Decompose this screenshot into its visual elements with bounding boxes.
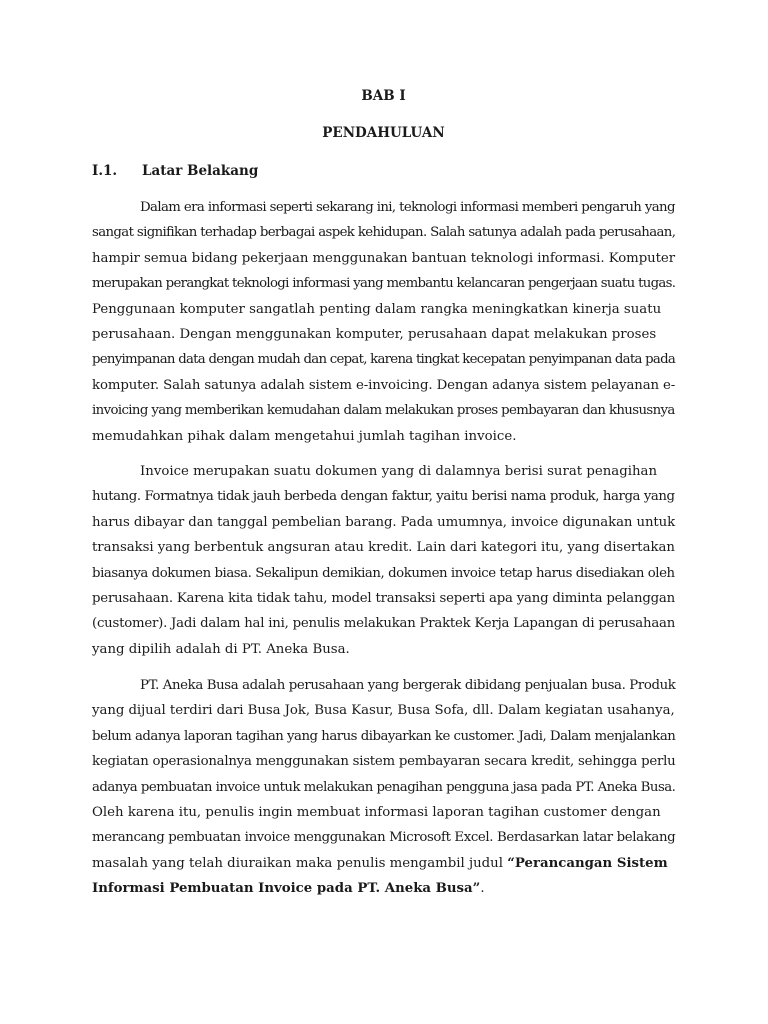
- paragraph-line: hampir semua bidang pekerjaan menggunakan bantuan teknologi informasi. Komputer: [92, 250, 676, 266]
- paragraph-line: merancang pembuatan invoice menggunakan Microsoft Excel. Berdasarkan latar belakang: [92, 830, 676, 846]
- paragraph-2: [92, 459, 675, 662]
- section-title: Latar Belakang: [142, 163, 259, 179]
- paragraph-line: (customer). Jadi dalam hal ini, penulis melakukan Praktek Kerja Lapangan di perusahaan: [92, 616, 676, 632]
- paragraph-line: yang dijual terdiri dari Busa Jok, Busa Kasur, Busa Sofa, dll. Dalam kegiatan usahanya,: [92, 703, 675, 719]
- paragraph-line: Penggunaan komputer sangatlah penting dalam rangka meningkatkan kinerja suatu: [92, 301, 662, 317]
- paragraph-line: Invoice merupakan suatu dokumen yang di dalamnya berisi surat penagihan: [140, 464, 658, 479]
- paragraph-line: kegiatan operasionalnya menggunakan sistem pembayaran secara kredit, sehingga perlu: [92, 754, 676, 770]
- paragraph-text: .: [480, 881, 485, 897]
- paragraph-line: [92, 851, 675, 876]
- paragraph-line: yang dipilih adalah di PT. Aneka Busa.: [92, 641, 350, 657]
- paragraph-line: biasanya dokumen biasa. Sekalipun demikian, dokumen invoice tetap harus disediakan oleh: [92, 565, 675, 581]
- paragraph-3: [92, 673, 675, 902]
- paragraph-1: [92, 195, 675, 449]
- paragraph-line: hutang. Formatnya tidak jauh berbeda dengan faktur, yaitu berisi nama produk, harga yang: [92, 489, 675, 505]
- paragraph-line: penyimpanan data dengan mudah dan cepat, karena tingkat kecepatan penyimpanan data pada: [92, 352, 676, 368]
- paragraph-line: transaksi yang berbentuk angsuran atau kredit. Lain dari kategori itu, yang disertakan: [92, 540, 675, 556]
- paragraph-line: perusahaan. Dengan menggunakan komputer, perusahaan dapat melakukan proses: [92, 327, 657, 343]
- paragraph-line: Dalam era informasi seperti sekarang ini, teknologi informasi memberi pengaruh yang: [140, 200, 675, 215]
- paragraph-line: adanya pembuatan invoice untuk melakukan penagihan pengguna jasa pada PT. Aneka Busa.: [92, 779, 676, 795]
- paragraph-line: merupakan perangkat teknologi informasi yang membantu kelancaran pengerjaan suatu tugas.: [92, 276, 676, 292]
- paragraph-line: komputer. Salah satunya adalah sistem e-invoicing. Dengan adanya sistem pelayanan e-: [92, 377, 676, 393]
- section-heading: [92, 163, 258, 179]
- chapter-number: BAB I: [361, 88, 406, 104]
- paragraph-text: masalah yang telah diuraikan maka penulis mengambil judul: [92, 855, 508, 871]
- paragraph-line: memudahkan pihak dalam mengetahui jumlah tagihan invoice.: [92, 428, 517, 444]
- paragraph-line: PT. Aneka Busa adalah perusahaan yang bergerak dibidang penjualan busa. Produk: [140, 678, 676, 693]
- paragraph-line: harus dibayar dan tanggal pembelian barang. Pada umumnya, invoice digunakan untuk: [92, 514, 676, 530]
- paragraph-line: Oleh karena itu, penulis ingin membuat informasi laporan tagihan customer dengan: [92, 805, 661, 821]
- paragraph-line: sangat signifikan terhadap berbagai aspek kehidupan. Salah satunya adalah pada perusahaan,: [92, 225, 676, 241]
- title-quote-end: Informasi Pembuatan Invoice pada PT. Aneka Busa”: [92, 881, 481, 897]
- chapter-title: PENDAHULUAN: [322, 125, 445, 141]
- section-number: I.1.: [92, 163, 118, 179]
- paragraph-line: belum adanya laporan tagihan yang harus dibayarkan ke customer. Jadi, Dalam menjalankan: [92, 728, 676, 744]
- title-quote-start: “Perancangan Sistem: [507, 855, 668, 871]
- paragraph-line: perusahaan. Karena kita tidak tahu, model transaksi seperti apa yang diminta pelanggan: [92, 591, 675, 607]
- paragraph-line: [92, 876, 675, 901]
- paragraph-line: invoicing yang memberikan kemudahan dalam melakukan proses pembayaran dan khususnya: [92, 403, 675, 419]
